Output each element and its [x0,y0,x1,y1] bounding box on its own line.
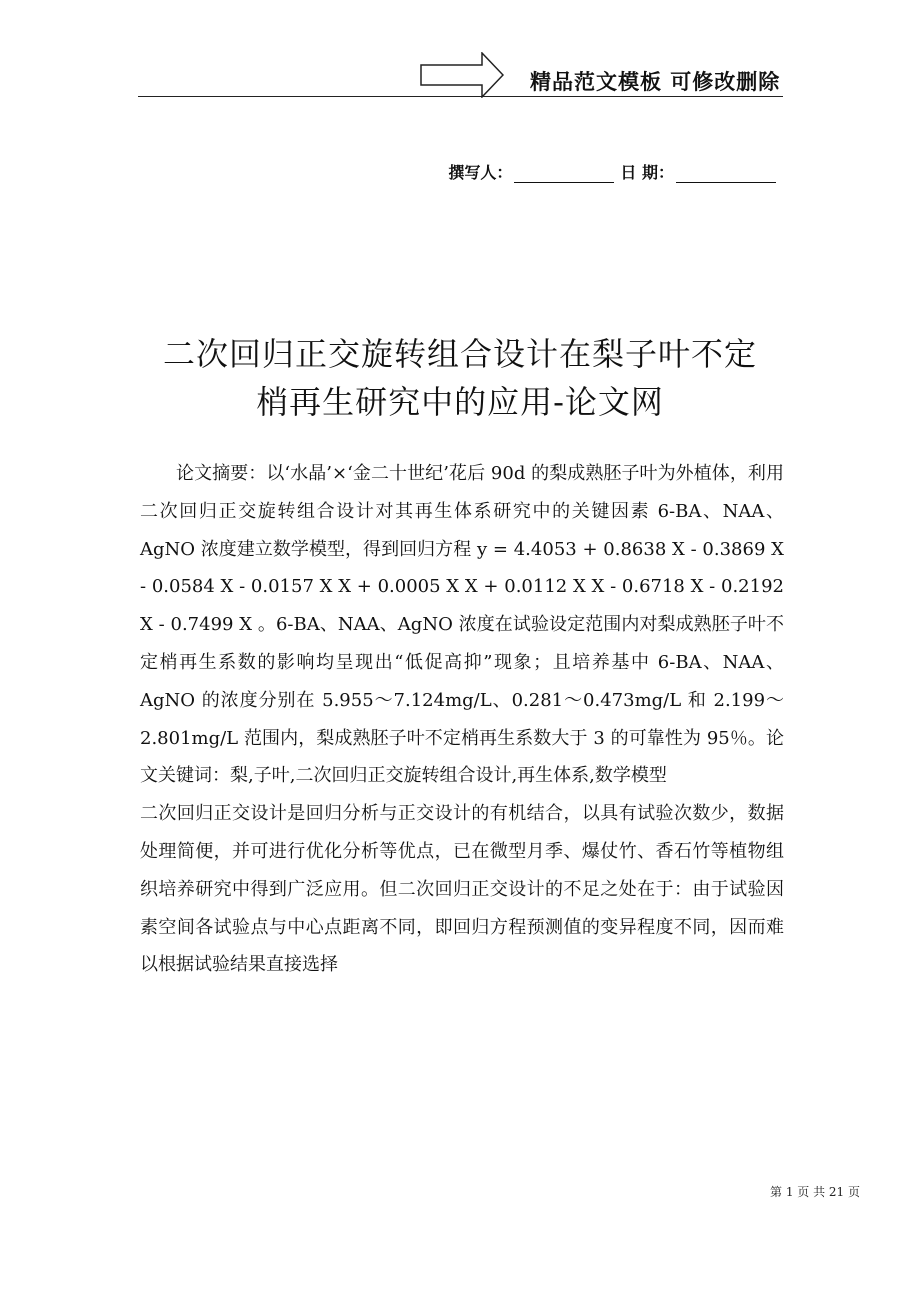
author-label: 撰写人： [448,163,513,182]
abstract-paragraph: 论文摘要：以‘水晶’×‘金二十世纪’花后 90d 的梨成熟胚子叶为外植体，利用二次回归正交旋转组合设计对其再生体系研究中的关键因素 6-BA、NAA、AgNO 浓度建立数学模型，得到回归方程 y = 4.4053 + 0.8638 X - 0.3869 X - 0.0584 X - 0.0157 X X + 0.0005 X X + 0.0112 X X - 0.6718 X - 0.2192 X - 0.7499 X 。6-BA、NAA、AgNO 浓度在试验设定范围内对梨成熟胚子叶不定梢再生系数的影响均呈现出“低促高抑”现象；且培养基中 6-BA、NAA、AgNO 的浓度分别在 5.955～7.124mg/L、0.281～0.473mg/L 和 2.199～2.801mg/L 范围内，梨成熟胚子叶不定梢再生系数大于 3 的可靠性为 95％。论文关键词：梨,子叶,二次回归正交旋转组合设计,再生体系,数学模型 [140,463,784,787]
page-number: 第 1 页 共 21 页 [770,1185,860,1199]
author-date-line [448,160,782,183]
author-blank [514,164,614,183]
arrow-icon [420,52,504,98]
title-line-2: 梢再生研究中的应用-论文网 [256,383,664,421]
header-divider [138,96,783,97]
document-title [110,330,810,426]
date-label: 日 期： [620,163,674,182]
document-body [140,455,784,984]
header-banner: 精品范文模板 可修改删除 [530,70,781,94]
date-blank [676,164,776,183]
body-paragraph: 二次回归正交设计是回归分析与正交设计的有机结合，以具有试验次数少，数据处理简便，并可进行优化分析等优点，已在微型月季、爆仗竹、香石竹等植物组织培养研究中得到广泛应用。但二次回归正交设计的不足之处在于：由于试验因素空间各试验点与中心点距离不同，即回归方程预测值的变异程度不同，因而难以根据试验结果直接选择 [140,803,784,976]
title-line-1: 二次回归正交旋转组合设计在梨子叶不定 [162,335,757,373]
